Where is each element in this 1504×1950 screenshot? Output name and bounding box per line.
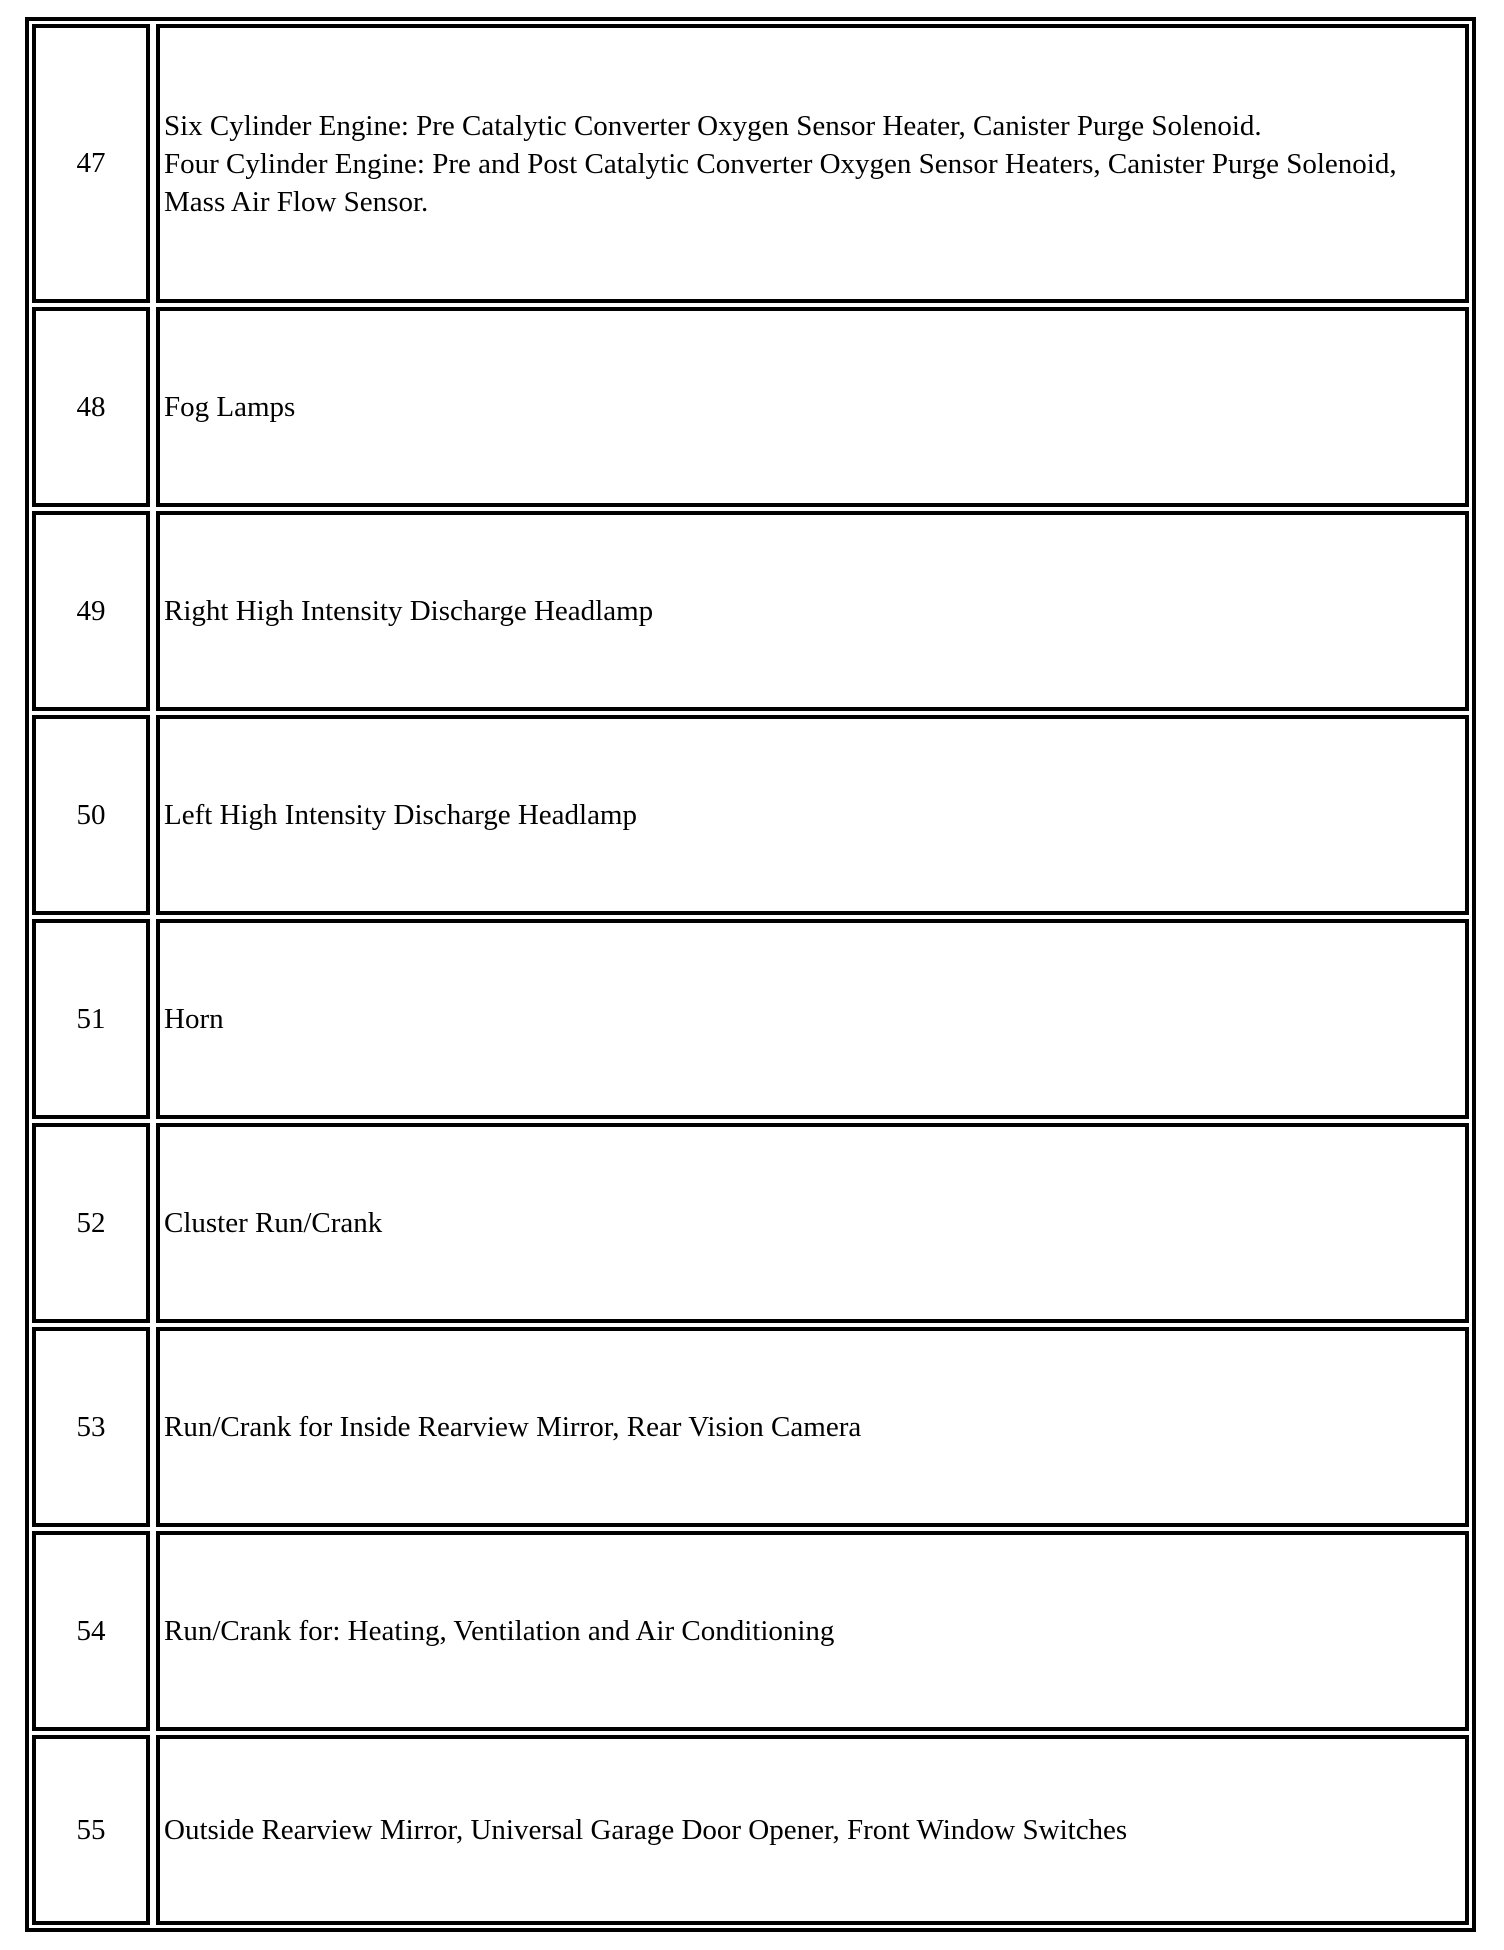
row-description: Six Cylinder Engine: Pre Catalytic Converter Oxygen Sensor Heater, Canister Purge Solenoid. Four Cylinder Engine: Pre and Post Catalytic Converter Oxygen Sensor Heaters, Canister Purge Solenoid, Mass Air Flow Sensor. [156, 24, 1469, 303]
row-number: 49 [32, 511, 150, 711]
row-number: 52 [32, 1123, 150, 1323]
row-description: Run/Crank for Inside Rearview Mirror, Rear Vision Camera [156, 1327, 1469, 1527]
table-row [32, 1327, 1469, 1527]
table-row [32, 715, 1469, 915]
table-row [32, 919, 1469, 1119]
row-description: Horn [156, 919, 1469, 1119]
row-number: 55 [32, 1735, 150, 1925]
row-number: 47 [32, 24, 150, 303]
table-row [32, 307, 1469, 507]
row-number: 50 [32, 715, 150, 915]
table-row [32, 1531, 1469, 1731]
fuse-table [25, 17, 1476, 1932]
row-number: 53 [32, 1327, 150, 1527]
row-description: Left High Intensity Discharge Headlamp [156, 715, 1469, 915]
row-number: 48 [32, 307, 150, 507]
row-description: Right High Intensity Discharge Headlamp [156, 511, 1469, 711]
row-description: Outside Rearview Mirror, Universal Garage Door Opener, Front Window Switches [156, 1735, 1469, 1925]
row-number: 51 [32, 919, 150, 1119]
row-description: Cluster Run/Crank [156, 1123, 1469, 1323]
row-number: 54 [32, 1531, 150, 1731]
row-description: Run/Crank for: Heating, Ventilation and Air Conditioning [156, 1531, 1469, 1731]
table-row [32, 1735, 1469, 1925]
table-row [32, 511, 1469, 711]
table-row [32, 24, 1469, 303]
table-row [32, 1123, 1469, 1323]
row-description: Fog Lamps [156, 307, 1469, 507]
